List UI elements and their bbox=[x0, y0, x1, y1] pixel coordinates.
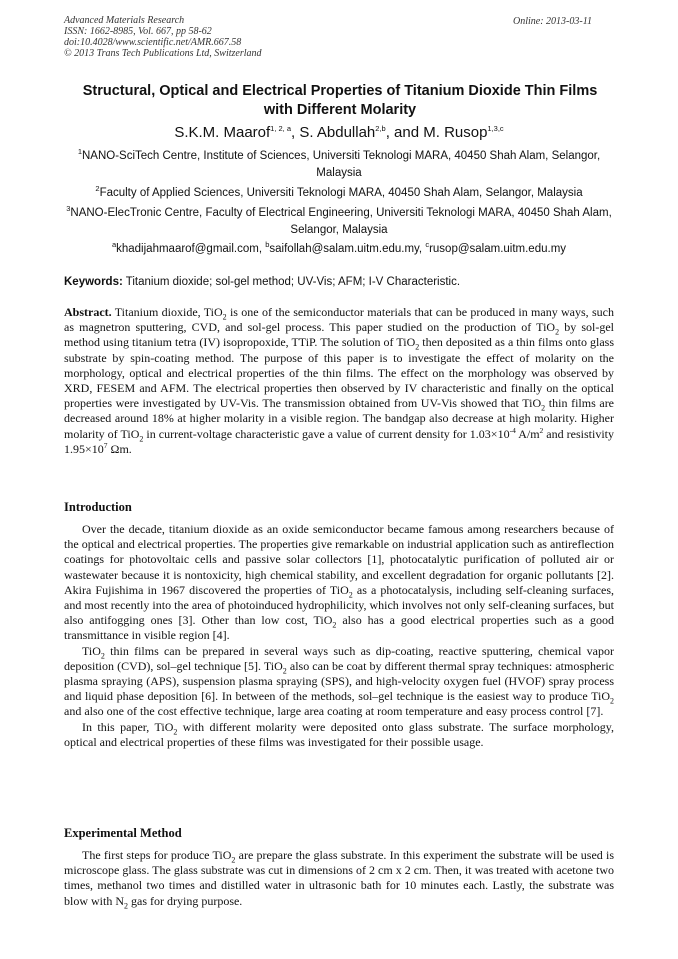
journal-header bbox=[64, 15, 262, 59]
introduction-heading: Introduction bbox=[64, 500, 132, 514]
author-3: , and M. Rusop bbox=[385, 124, 488, 141]
affiliation-2: $^2$Faculty of Applied Sciences, Universiti Teknologi MARA, 40450 Shah Alam, Selangor, Malaysia bbox=[95, 184, 583, 199]
experimental-paragraph-1: The first steps for produce TiO$_2$ are prepare the glass substrate. In this experiment the substrate will be used is microscope glass. The glass substrate was cut in dimensions of 2 cm x 2 cm. Then, it was treated with acetone two times, methanol two times and distilled water in ultrasonic bath for 10 minutes each. Lastly, the substrate was blow with $N_2$ gas for drying purpose. bbox=[64, 848, 614, 910]
affiliation-1: $^1$NANO-SciTech Centre, Institute of Sciences, Universiti Teknologi MARA, 40450 Shah Alam, Selangor, Malaysia bbox=[77, 147, 601, 179]
author-2-affil: 2,b bbox=[375, 124, 386, 133]
abstract-label: Abstract. bbox=[64, 305, 112, 319]
affiliation-3: $^3$NANO-ElecTronic Centre, Faculty of Electrical Engineering, Universiti Teknologi MARA, 40450 Shah Alam, Selangor, Malaysia bbox=[66, 204, 612, 236]
online-date: Online: 2013-03-11 bbox=[513, 16, 592, 27]
email-link-2[interactable]: saifollah@salam.uitm.edu.my, bbox=[269, 243, 426, 255]
author-1-affil: 1, 2, a bbox=[270, 124, 292, 133]
author-2: , S. Abdullah bbox=[291, 124, 376, 141]
keywords bbox=[64, 274, 614, 290]
introduction-body bbox=[64, 522, 614, 750]
author-1: S.K.M. Maarof bbox=[174, 124, 271, 141]
keywords-text: Titanium dioxide; sol-gel method; UV-Vis; AFM; I-V Characteristic. bbox=[122, 276, 461, 288]
intro-paragraph-3: In this paper, TiO$_2$ with different molarity were deposited onto glass substrate. The surface morphology, optical and electrical properties of these films was investigated for their possible usage. bbox=[64, 719, 615, 749]
intro-paragraph-2: TiO$_2$ thin films can be prepared in several ways such as dip-coating, reactive sputtering, chemical vapor deposition (CVD), sol–gel technique [5]. TiO$_2$ also can be coat by different thermal spray techniques: atmospheric plasma spraying (APS), suspension plasma spraying (SPS), and high-velocity oxygen fuel (HVOF) spray process and liquid phase deposition [6]. In between of the methods, sol–gel technique is the easiest way to produce TiO$_2$ and also one of the cost effective technique, large area coating at room temperature and easy process control [7]. bbox=[64, 643, 615, 719]
copyright-line: © 2013 Trans Tech Publications Ltd, Switzerland bbox=[64, 48, 262, 59]
experimental-heading: Experimental Method bbox=[64, 826, 182, 840]
author-emails: $^a$khadijahmaarof@gmail.com, $^b$saifollah@salam.uitm.edu.my, $^c$rusop@salam.uitm.edu.my bbox=[111, 240, 567, 255]
intro-paragraph-1: Over the decade, titanium dioxide as an oxide semiconductor became famous among researchers because of the optical and electrical properties. The properties give remarkable on industrial application such as antireflection coatings for photovoltaic cells and passive solar collectors [1], photocatalytic purification of polluted air or wastewater because it is nontoxicity, high chemical stability, and excellent degradation for organic pollutants [2]. Akira Fujishima in 1967 discovered the properties of TiO$_2$ as a photocatalysis, including self-cleaning surfaces, and most recently into the area of photoinduced hydrophilicity, which involves not only self-cleaning surfaces, but also antifogging ones [3]. Other than low cost, TiO$_2$ also has a good electrical properties such as a good transmittance in visible region [4]. bbox=[64, 522, 614, 643]
author-list bbox=[64, 123, 614, 142]
email-link-1[interactable]: khadijahmaarof@gmail.com, bbox=[116, 243, 266, 255]
doi-line: doi:10.4028/www.scientific.net/AMR.667.58 bbox=[64, 37, 242, 48]
issn-line: ISSN: 1662-8985, Vol. 667, pp 58-62 bbox=[64, 26, 212, 37]
abstract: Abstract. Titanium dioxide, TiO$_2$ is one of the semiconductor materials that can be produced in many ways, such as magnetron sputtering, CVD, and sol-gel process. This paper studied on the production of TiO$_2$ by sol-gel method using titanium tetra (IV) isopropoxide, TTiP. The solution of TiO$_2$ then deposited as a thin films onto glass substrate by spin-coating method. The purpose of this paper is to investigate the effect of molarity on the morphology, optical and electrical properties of the thin films. The effect on the morphology was observed by XRD, FESEM and AFM. The electrical properties then observed by IV characteristic and finally on the optical properties were investigated by UV-Vis. The transmission obtained from UV-Vis showed that TiO$_2$ thin films are decreased around 18% at higher molarity in a visible region. The bandgap also decrease at high molarity. Higher molarity of TiO$_2$ in current-voltage characteristic gave a value of current density for $1.03\times 10^{-4}$ $A/m^2$ and resistivity $1.95\times 10^7$ Ωm. bbox=[64, 305, 615, 456]
author-3-affil: 1,3,c bbox=[487, 124, 504, 133]
experimental-body bbox=[64, 848, 614, 909]
email-link-3[interactable]: rusop@salam.uitm.edu.my bbox=[429, 243, 567, 255]
journal-name: Advanced Materials Research bbox=[64, 15, 185, 26]
paper-title: Structural, Optical and Electrical Properties of Titanium Dioxide Thin Films with Different Molarity bbox=[82, 83, 598, 118]
keywords-label: Keywords: bbox=[64, 276, 123, 288]
